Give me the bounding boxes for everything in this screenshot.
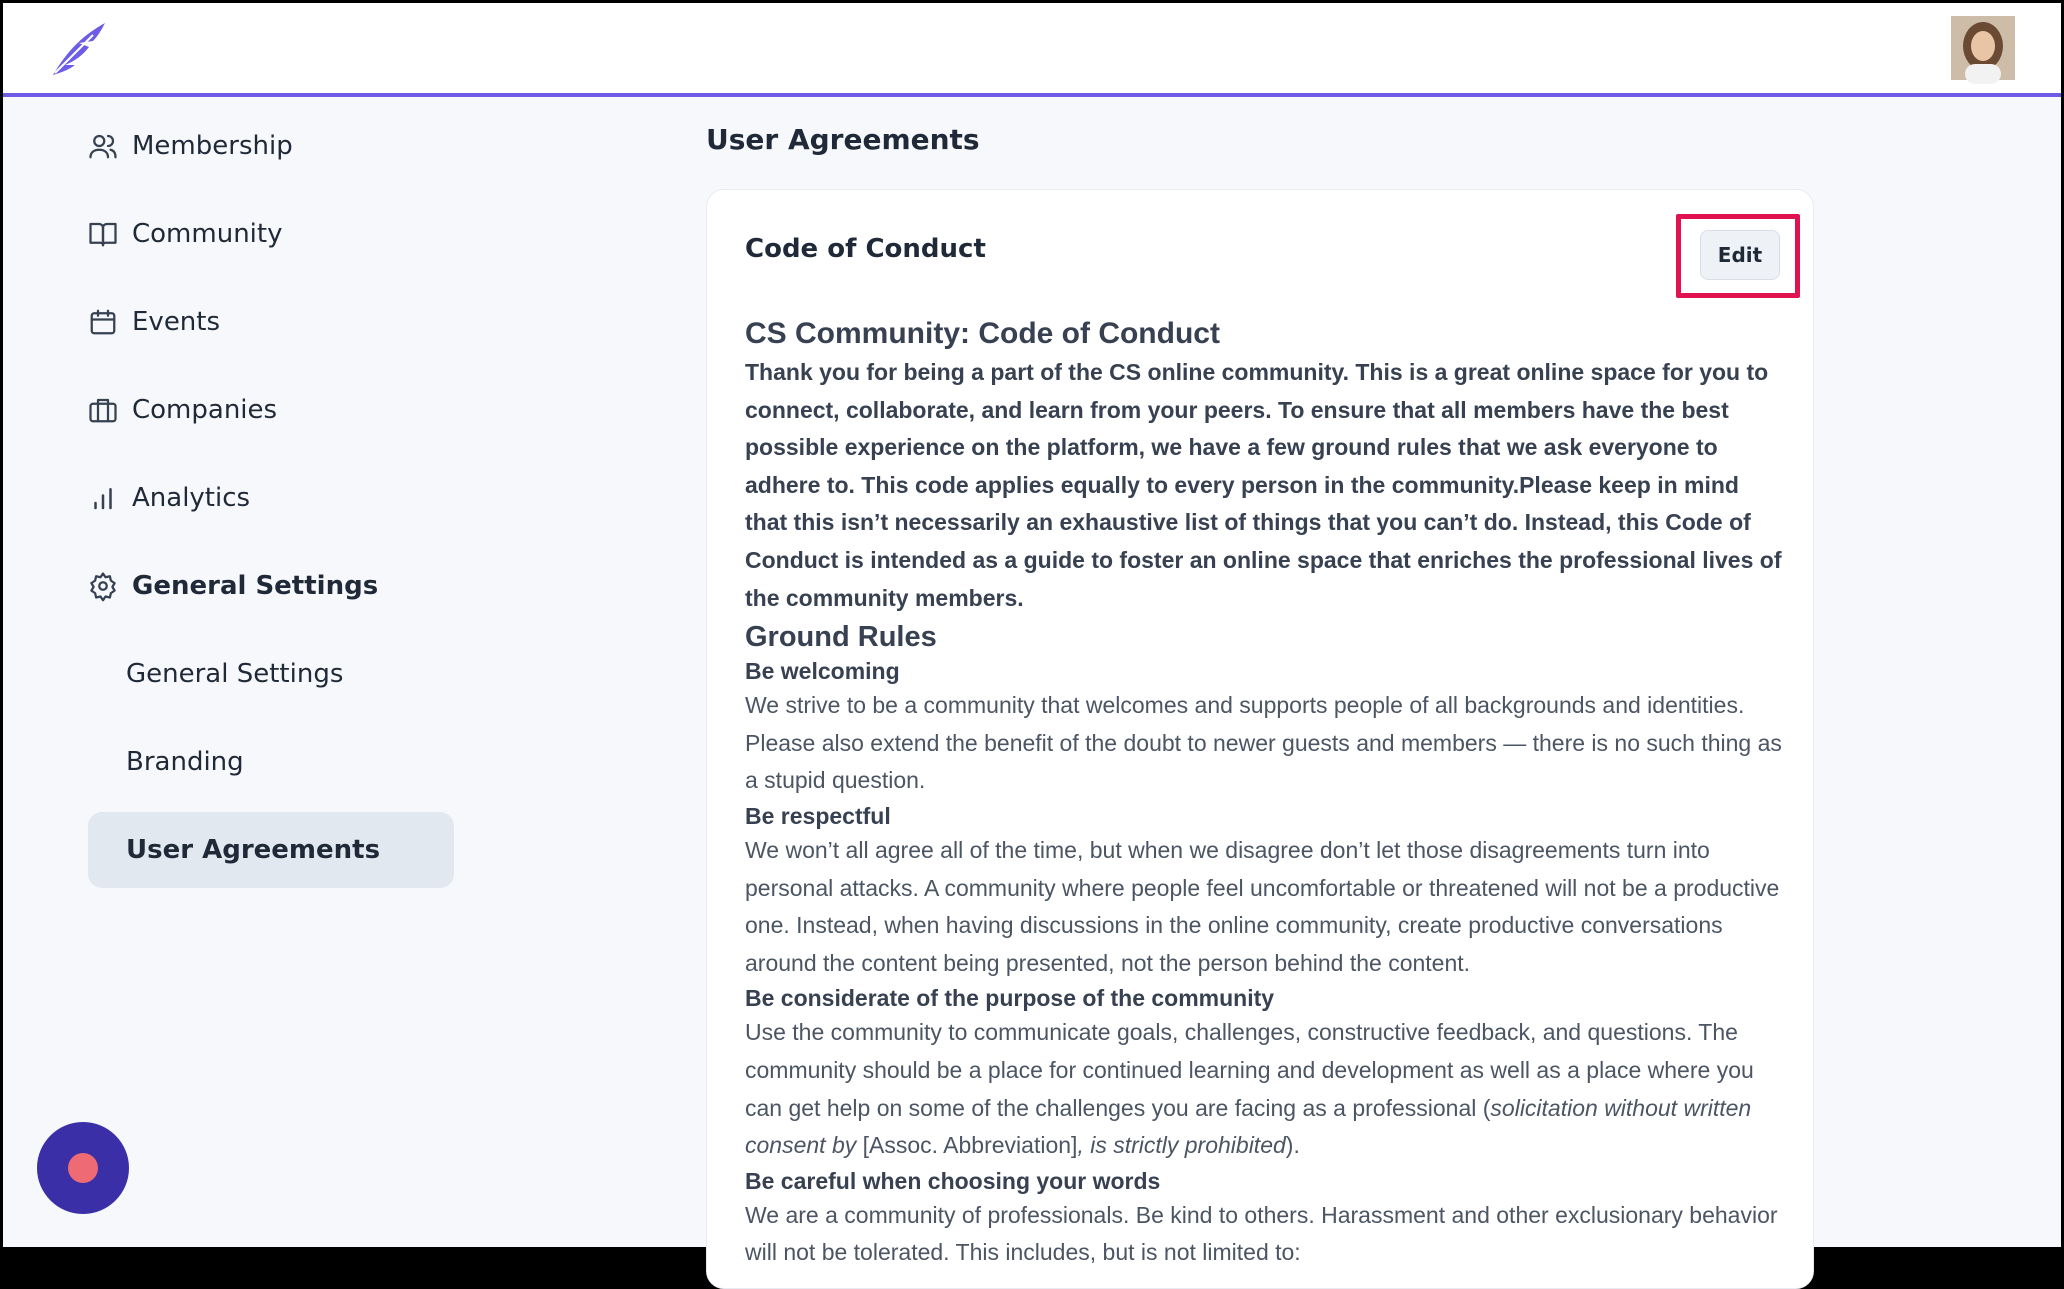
sidebar-item-label: General Settings: [132, 571, 379, 601]
rule-heading: Be welcoming: [745, 658, 900, 685]
rule-heading: Be respectful: [745, 802, 891, 829]
top-bar: [3, 3, 2061, 97]
book-open-icon: [88, 219, 118, 249]
intro-paragraph: Thank you for being a part of the CS online community. This is a great online space for you to connect, collaborate, and learn from your peers. To ensure that all members have the best possible experience on the platform, we have a few ground rules that we ask everyone to adhere to. This code applies equally to every person in the community.Please keep in mind that this isn’t necessarily an exhaustive list of things that you can’t do. Instead, this Code of Conduct is intended as a guide to foster an online space that enriches the professional lives of the community members.: [745, 359, 1782, 611]
sidebar-item-companies[interactable]: [88, 382, 277, 438]
sidebar-subitem-label: User Agreements: [126, 835, 381, 865]
sidebar-item-analytics[interactable]: [88, 470, 250, 526]
rule-text: We are a community of professionals. Be kind to others. Harassment and other exclusionary behavior will not be tolerated. This includes, but is not limited to:: [745, 1201, 1778, 1266]
sidebar-item-membership[interactable]: [88, 118, 293, 174]
document-title: CS Community: Code of Conduct: [745, 317, 1220, 350]
users-icon: [88, 131, 118, 161]
agreement-content: [745, 314, 1785, 1272]
rule-text-italic: , is strictly prohibited: [1077, 1132, 1286, 1159]
sidebar-item-label: Community: [132, 219, 283, 249]
rule-text-part: [Assoc. Abbreviation]: [862, 1132, 1078, 1159]
rule-heading: Be considerate of the purpose of the community: [745, 985, 1275, 1012]
record-dot-icon: [68, 1153, 98, 1183]
rule-text: We won’t all agree all of the time, but when we disagree don’t let those disagreements turn into personal attacks. A community where people feel uncomfortable or threatened will not be a productive one. Instead, when having discussions in the online community, create productive conversations around the content being presented, not the person behind the content.: [745, 836, 1780, 976]
sidebar-subitem-label: General Settings: [126, 659, 344, 689]
sidebar-item-label: Companies: [132, 395, 278, 425]
user-avatar[interactable]: [1951, 16, 2015, 80]
card-title: Code of Conduct: [745, 234, 986, 264]
page-title: User Agreements: [706, 123, 980, 156]
sidebar-subitem-general-settings[interactable]: [88, 636, 454, 712]
rule-text-italic: solicitation without written consent by: [745, 1094, 1752, 1159]
gear-icon: [88, 571, 118, 601]
code-of-conduct-card: [706, 189, 1814, 1289]
sidebar-item-label: Events: [132, 307, 221, 337]
bar-chart-icon: [88, 483, 118, 513]
sidebar-item-community[interactable]: [88, 206, 282, 262]
record-button[interactable]: [37, 1122, 129, 1214]
rule-text: [745, 1014, 1785, 1164]
sidebar-item-general-settings[interactable]: [88, 558, 378, 614]
feather-logo-icon[interactable]: [49, 21, 109, 79]
sidebar-item-label: Analytics: [132, 483, 251, 513]
app-window: [3, 3, 2061, 1266]
sidebar-subitem-branding[interactable]: [88, 724, 454, 800]
ground-rules-heading: Ground Rules: [745, 621, 937, 654]
edit-button[interactable]: Edit: [1700, 230, 1780, 280]
rule-heading: Be careful when choosing your words: [745, 1167, 1161, 1194]
sidebar-item-label: Membership: [132, 131, 293, 161]
calendar-icon: [88, 307, 118, 337]
sidebar-item-events[interactable]: [88, 294, 220, 350]
rule-text-part: Use the community to communicate goals, challenges, constructive feedback, and questions. The community should be a place for continued learning and development as well as a place where you can get help on some of the challenges you are facing as a professional (: [745, 1019, 1754, 1121]
sidebar-subitem-label: Branding: [126, 747, 244, 777]
rule-text: We strive to be a community that welcomes and supports people of all backgrounds and identities. Please also extend the benefit of the doubt to newer guests and members — there is no such thing as a stupid question.: [745, 692, 1782, 794]
sidebar-subitem-user-agreements[interactable]: [88, 812, 454, 888]
rule-text-part: ).: [1285, 1132, 1300, 1159]
briefcase-icon: [88, 395, 118, 425]
